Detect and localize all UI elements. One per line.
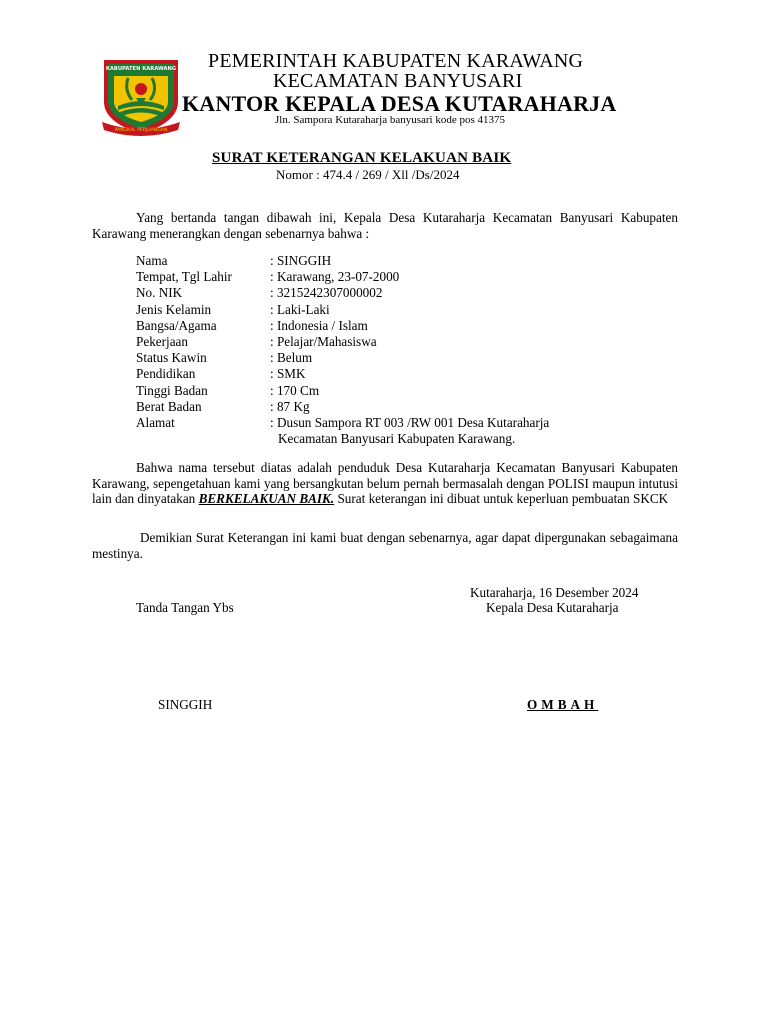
field-value: : SMK <box>270 366 306 382</box>
field-value: : Dusun Sampora RT 003 /RW 001 Desa Kutaraharja <box>270 415 550 430</box>
field-label: Tinggi Badan <box>136 382 208 398</box>
field-value: : 170 Cm <box>270 382 320 398</box>
statement-emphasis: BERKELAKUAN BAIK. <box>198 491 335 507</box>
applicant-name: SINGGIH <box>158 697 213 712</box>
document-number: Nomor : 474.4 / 269 / Xll /Ds/2024 <box>276 167 460 182</box>
field-label: No. NIK <box>136 285 183 301</box>
village-head-name: OMBAH <box>527 697 599 712</box>
closing-paragraph <box>92 530 678 561</box>
field-value: Kecamatan Banyusari Kabupaten Karawang. <box>278 431 516 447</box>
svg-text:KABUPATEN KARAWANG: KABUPATEN KARAWANG <box>105 66 177 72</box>
field-label: Alamat <box>136 415 175 430</box>
letterhead-office: KANTOR KEPALA DESA KUTARAHARJA <box>182 91 617 116</box>
letterhead-district: KECAMATAN BANYUSARI <box>273 70 523 92</box>
field-label: Jenis Kelamin <box>136 301 212 317</box>
field-value: : Indonesia / Islam <box>270 317 368 333</box>
field-value: : 3215242307000002 <box>270 285 383 301</box>
intro-text: Yang bertanda tangan dibawah ini, Kepala Desa Kutaraharja Kecamatan Banyusari Kabupaten Karawang menerangkan dengan sebenarnya bahwa : <box>92 210 678 241</box>
field-value: : Belum <box>270 350 313 366</box>
letterhead-address: Jln. Sampora Kutaraharja banyusari kode pos 41375 <box>275 114 506 126</box>
field-label: Pekerjaan <box>136 334 188 349</box>
applicant-signature-caption: Tanda Tangan Ybs <box>136 600 234 615</box>
field-label: Nama <box>136 253 168 268</box>
field-label: Berat Badan <box>136 398 202 414</box>
field-value: : SINGGIH <box>270 253 332 268</box>
statement-paragraph <box>92 460 678 507</box>
karawang-regency-emblem-icon <box>98 56 184 136</box>
intro-paragraph <box>92 210 678 241</box>
statement-text-end: Surat keterangan ini dibuat untuk keperluan pembuatan SKCK <box>334 491 669 507</box>
field-label: Tempat, Tgl Lahir <box>136 269 232 285</box>
field-value: : Karawang, 23-07-2000 <box>270 269 400 285</box>
field-label: Status Kawin <box>136 350 207 366</box>
closing-text: Demikian Surat Keterangan ini kami buat dengan sebenarnya, agar dapat dipergunakan sebagaimana mestinya. <box>92 530 678 561</box>
village-head-caption: Kepala Desa Kutaraharja <box>486 600 619 615</box>
field-label: Bangsa/Agama <box>136 317 217 333</box>
svg-text:PANGKAL PERJUANGAN: PANGKAL PERJUANGAN <box>114 128 168 133</box>
letterhead-government: PEMERINTAH KABUPATEN KARAWANG <box>208 50 584 72</box>
document-title: SURAT KETERANGAN KELAKUAN BAIK <box>212 150 512 166</box>
statement-text: Bahwa nama tersebut diatas adalah penduduk Desa Kutaraharja Kecamatan Banyusari Kabupaten Karawang, sepengetahuan kami yang bersangkutan belum pernah bermasalah dengan POLISI maupun intutusi lain dan dinyatakan <box>92 460 678 507</box>
field-value: : 87 Kg <box>270 398 310 414</box>
field-value: : Pelajar/Mahasiswa <box>270 334 377 349</box>
field-value: : Laki-Laki <box>270 301 330 317</box>
place-date: Kutaraharja, 16 Desember 2024 <box>470 585 639 600</box>
field-label: Pendidikan <box>136 366 196 382</box>
